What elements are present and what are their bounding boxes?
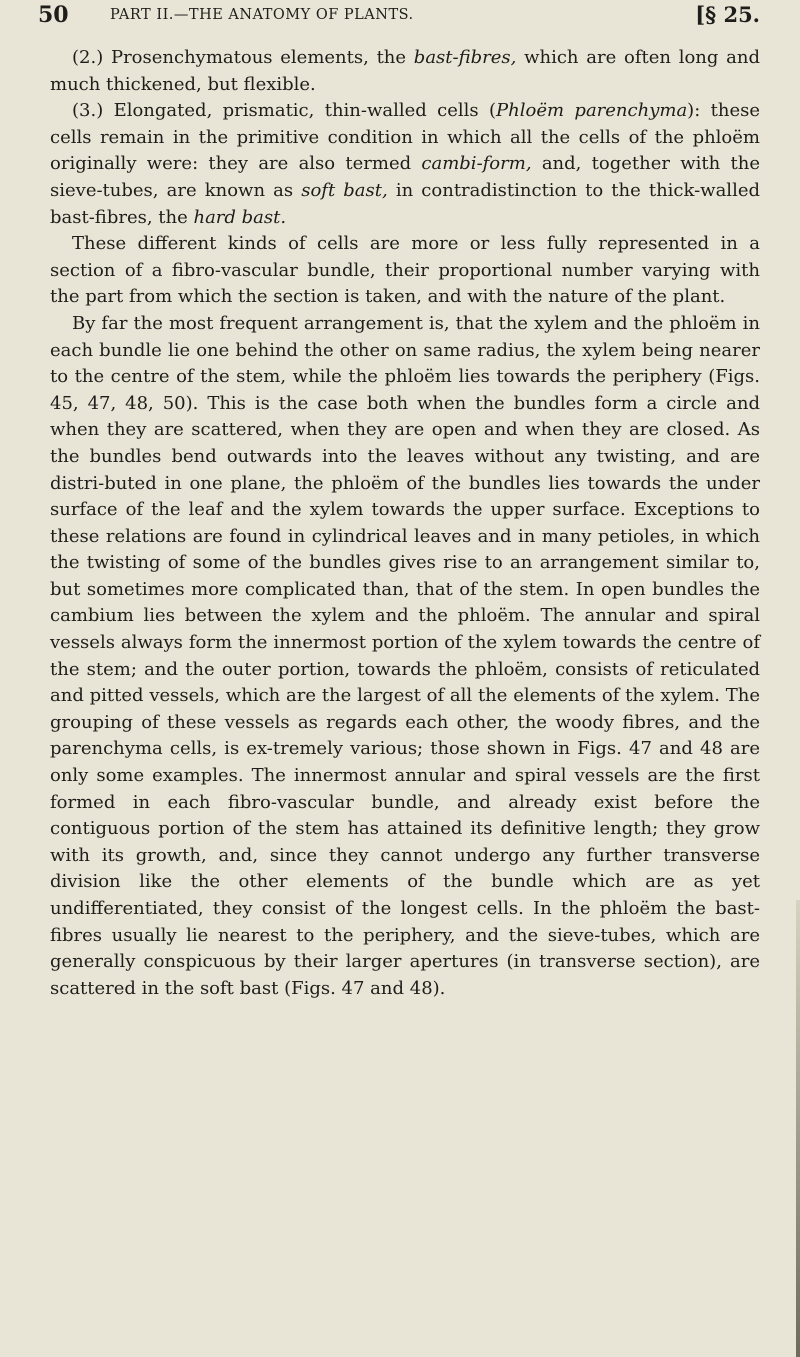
term-hard-bast: hard bast. <box>193 206 287 228</box>
term-soft-bast: soft bast, <box>301 179 388 201</box>
page-header <box>38 2 760 34</box>
page-body <box>50 45 760 1002</box>
page-edge-shadow <box>796 900 800 1357</box>
paragraph-phloem-parenchyma: (3.) Elongated, prismatic, thin-walled cells (Phloëm parenchyma): these cells remain in the primitive condition in which all the cells of the phloëm originally were: they are also termed cambi-form, and, together with the sieve-tubes, are known as soft bast, in contradistinction to the thick-walled bast-fibres, the hard bast. <box>50 100 760 228</box>
term-cambiform: cambi-form, <box>421 153 532 175</box>
section-reference: [§ 25. <box>695 2 760 27</box>
term-phloem-parenchyma: Phloëm parenchyma <box>496 100 688 122</box>
paragraph-kinds-of-cells: These different kinds of cells are more or less fully represented in a section of a fibro-vascular bundle, their proportional number varying with the part from which the section is taken, and with the nature of the plant. <box>50 233 760 308</box>
paragraph-arrangement: By far the most frequent arrangement is, that the xylem and the phloëm in each bundle lie one behind the other on same radius, the xylem being nearer to the centre of the stem, while the phloëm lies towards the periphery (Figs. 45, 47, 48, 50). This is the case both when the bundles form a circle and when they are scattered, when they are open and when they are closed. As the bundles bend outwards into the leaves without any twisting, and are distri-buted in one plane, the phloëm of the bundles lies towards the under surface of the leaf and the xylem towards the upper surface. Exceptions to these relations are found in cylindrical leaves and in many petioles, in which the twisting of some of the bundles gives rise to an arrangement similar to, but sometimes more complicated than, that of the stem. In open bundles the cambium lies between the xylem and the phloëm. The annular and spiral vessels always form the innermost portion of the xylem towards the centre of the stem; and the outer portion, towards the phloëm, consists of reticulated and pitted vessels, which are the largest of all the elements of the xylem. The grouping of these vessels as regards each other, the woody fibres, and the parenchyma cells, is ex-tremely various; those shown in Figs. 47 and 48 are only some examples. The innermost annular and spiral vessels are the first formed in each fibro-vascular bundle, and already exist before the contiguous portion of the stem has attained its definitive length; they grow with its growth, and, since they cannot undergo any further transverse division like the other elements of the bundle which are as yet undifferentiated, they consist of the longest cells. In the phloëm the bast-fibres usually lie nearest to the periphery, and the sieve-tubes, which are generally conspicuous by their larger apertures (in transverse section), are scattered in the soft bast (Figs. 47 and 48). <box>50 312 760 999</box>
term-bast-fibres: bast-fibres, <box>413 47 517 68</box>
running-title: PART II.—THE ANATOMY OF PLANTS. <box>110 7 414 23</box>
page-number: 50 <box>38 2 69 28</box>
paragraph-prosenchymatous: (2.) Prosenchymatous elements, the bast-fibres, which are often long and much thickened, but flexible. <box>50 47 760 95</box>
